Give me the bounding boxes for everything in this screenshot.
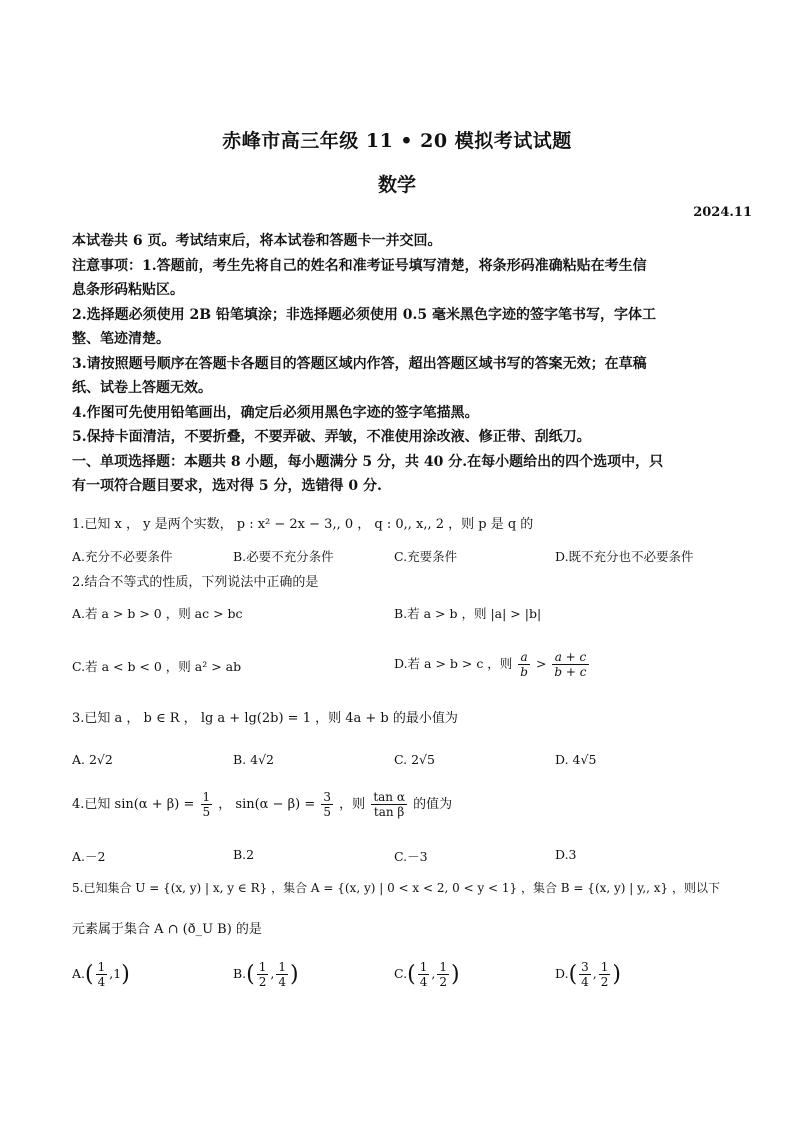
note-line: 2.选择题必须使用 2B 铅笔填涂；非选择题必须使用 0.5 毫米黑色字迹的签字笔书写，字体工 <box>72 306 657 323</box>
option-a: A.充分不必要条件 <box>72 549 173 564</box>
numerator: tan α <box>373 790 405 804</box>
subject-title: 数学 <box>377 174 416 196</box>
numerator: 1 <box>600 960 609 974</box>
option-b: B.2 <box>233 847 255 862</box>
note-line: 4.作图可先使用铅笔画出，确定后必须用黑色字迹的签字笔描黑。 <box>72 404 479 421</box>
numerator: 3 <box>581 960 589 974</box>
denominator: 2 <box>439 975 447 989</box>
fraction <box>437 960 449 989</box>
note-line: 5.保持卡面清洁，不要折叠，不要弄破、弄皱，不准使用涂改液、修正带、刮纸刀。 <box>72 429 591 445</box>
question-5-options <box>72 960 732 1004</box>
fraction <box>321 790 333 819</box>
denominator: 2 <box>600 975 609 989</box>
fraction <box>96 960 108 989</box>
stem-text: ，则 <box>339 797 366 812</box>
stem-text: 4.已知 sin(α + β) = <box>72 797 195 812</box>
option-b: B.必要不充分条件 <box>233 549 334 564</box>
option-d-prefix: D.若 a > b > c ，则 <box>394 656 513 671</box>
option-c: C. 2√5 <box>394 752 435 767</box>
option-a: A.若 a > b > 0 ，则 ac > bc <box>72 606 243 621</box>
exam-date: 2024.11 <box>693 205 752 220</box>
fraction <box>371 790 407 819</box>
option-c: C.( $\frac{1}{4}$ , $\frac{1}{2}$ ) <box>394 960 460 989</box>
option-d: D.3 <box>555 847 577 862</box>
question-2-stem: 2.结合不等式的性质，下列说法中正确的是 <box>72 575 319 590</box>
numerator: 1 <box>97 960 106 974</box>
numerator: 1 <box>202 790 211 804</box>
exam-title: 赤峰市高三年级 11 • 20 模拟考试试题 <box>222 130 572 152</box>
option-a: A. 2√2 <box>72 752 113 767</box>
question-5-stem-line-1: 5.已知集合 U = {(x, y) | x, y ∈ R} ，集合 A = {(x, y) | 0 < x < 2, 0 < y < 1} ，集合 B = {(x, y) | y,, x} ，则以下 <box>72 881 720 895</box>
fraction <box>579 960 591 989</box>
note-line: 纸、试卷上答题无效。 <box>72 380 212 396</box>
question-3-stem: 3.已知 a ， b ∈ R ， lg a + lg(2b) = 1 ，则 4a + b 的最小值为 <box>72 711 458 726</box>
option-b: B.若 a > b ，则 |a| > |b| <box>394 606 542 621</box>
note-line: 整、笔迹清楚。 <box>72 331 170 347</box>
question-5-stem-line-2: 元素属于集合 A ∩ (ð_U B) 的是 <box>72 922 262 937</box>
option-c: C.－3 <box>394 849 428 864</box>
section-heading: 有一项符合题目要求，选对得 5 分，选错得 0 分. <box>72 478 382 494</box>
question-1-stem: 1.已知 x ， y 是两个实数， p : x² − 2x − 3,, 0 ， q : 0,, x,, 2 ，则 p 是 q 的 <box>72 517 534 532</box>
option-c: C.若 a < b < 0 ，则 a² > ab <box>72 659 242 674</box>
option-d: D.既不充分也不必要条件 <box>555 549 694 564</box>
denominator: 5 <box>202 805 211 819</box>
denominator: 4 <box>278 975 287 989</box>
operator: > <box>535 656 547 671</box>
stem-text: 的值为 <box>413 797 453 812</box>
fraction <box>418 960 430 989</box>
option-label: C. <box>394 966 408 981</box>
note-line: 注意事项：1.答题前，考生先将自己的姓名和准考证号填写清楚，将条形码准确粘贴在考生信 <box>72 257 647 274</box>
fraction <box>201 790 213 819</box>
denominator: tan β <box>373 805 405 819</box>
numerator: a + c <box>552 650 588 665</box>
denominator: 4 <box>419 975 428 989</box>
stem-text: ， sin(α − β) = <box>218 797 316 812</box>
numerator: a <box>518 650 530 665</box>
numerator: 1 <box>278 960 287 974</box>
section-heading: 一、单项选择题：本题共 8 小题，每小题满分 5 分，共 40 分.在每小题给出的四个选项中，只 <box>72 453 664 470</box>
denominator: 5 <box>323 805 332 819</box>
fraction <box>599 960 611 989</box>
instructions <box>72 229 732 499</box>
question-2-options-cd <box>72 650 732 690</box>
option-tail: ,1 <box>109 966 122 981</box>
option-a: A.－2 <box>72 849 106 864</box>
option-label: D. <box>555 966 569 981</box>
option-c: C.充要条件 <box>394 549 458 564</box>
option-a: A.( $\frac{1}{4}$ ,1) <box>72 960 130 989</box>
denominator: b <box>520 665 528 679</box>
note-line: 3.请按照题号顺序在答题卡各题目的答题区域内作答，超出答题区域书写的答案无效；在草稿 <box>72 355 647 372</box>
option-b: B.( $\frac{1}{2}$ , $\frac{1}{4}$ ) <box>233 960 299 989</box>
option-d: D. 4√5 <box>555 752 597 767</box>
option-label: B. <box>233 966 247 981</box>
option-d <box>394 650 591 679</box>
denominator: 4 <box>581 975 589 989</box>
numerator: 1 <box>439 960 447 974</box>
option-d: D.( $\frac{3}{4}$ , $\frac{1}{2}$ ) <box>555 960 622 989</box>
fraction <box>552 650 588 679</box>
numerator: 3 <box>323 790 332 804</box>
denominator: 2 <box>258 975 267 989</box>
fraction <box>257 960 269 989</box>
fraction <box>518 650 530 679</box>
note-line: 息条形码粘贴区。 <box>72 282 184 298</box>
option-b: B. 4√2 <box>233 752 275 767</box>
question-4-stem <box>72 790 732 830</box>
denominator: b + c <box>554 665 587 679</box>
fraction <box>276 960 288 989</box>
note-line: 本试卷共 6 页。考试结束后，将本试卷和答题卡一并交回。 <box>72 233 442 249</box>
numerator: 1 <box>258 960 267 974</box>
numerator: 1 <box>419 960 428 974</box>
denominator: 4 <box>97 975 106 989</box>
option-label: A. <box>72 966 86 981</box>
